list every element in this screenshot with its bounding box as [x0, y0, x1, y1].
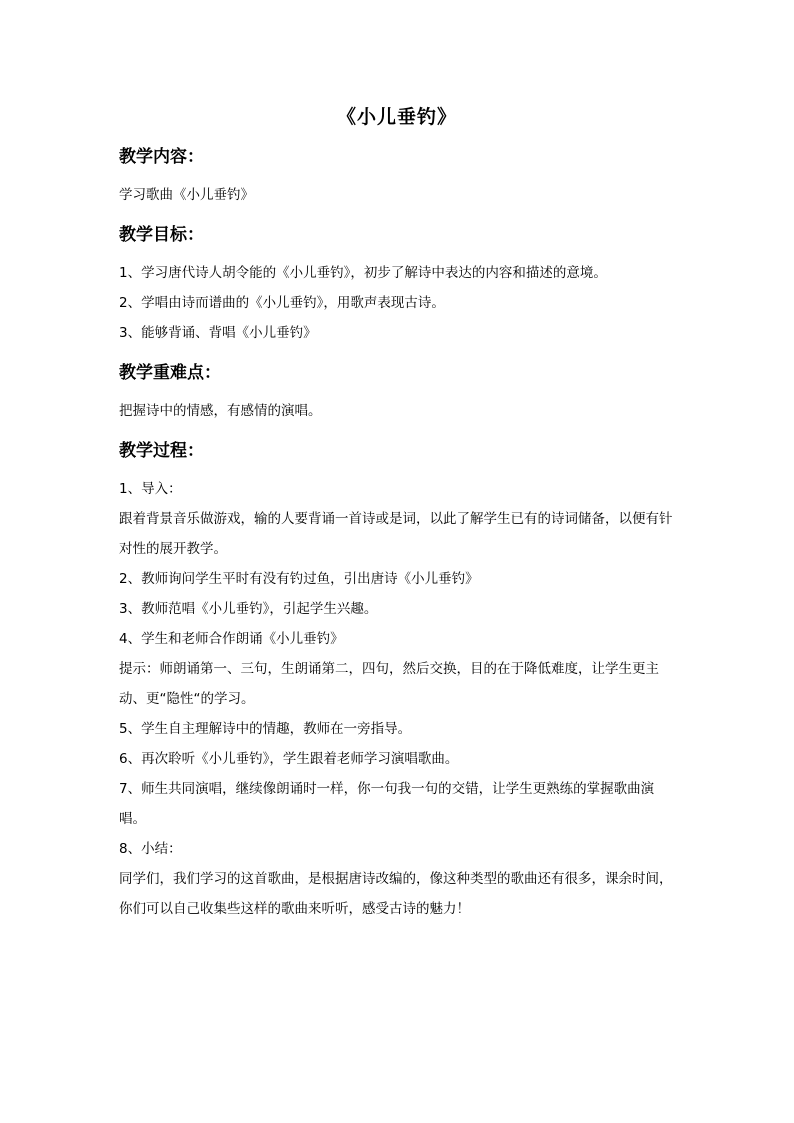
- paragraph: 6、再次聆听《小儿垂钓》，学生跟着老师学习演唱歌曲。: [119, 751, 459, 767]
- paragraph: 3、能够背诵、背唱《小儿垂钓》: [119, 325, 317, 341]
- section-heading: 教学目标：: [119, 225, 204, 245]
- section-teaching-goals: [119, 222, 679, 348]
- paragraph: 1、学习唐代诗人胡令能的《小儿垂钓》，初步了解诗中表达的内容和描述的意境。: [119, 265, 607, 281]
- paragraph: 7、师生共同演唱，继续像朗诵时一样，你一句我一句的交错，让学生更熟练的掌握歌曲演唱。: [119, 781, 655, 827]
- paragraph: 8、小结：: [119, 841, 182, 857]
- paragraph: 同学们，我们学习的这首歌曲，是根据唐诗改编的，像这种类型的歌曲还有很多，课余时间，你们可以自己收集些这样的歌曲来听听，感受古诗的魅力！: [119, 871, 673, 917]
- document-body: [119, 144, 679, 924]
- paragraph: 2、学唱由诗而谱曲的《小儿垂钓》，用歌声表现古诗。: [119, 295, 445, 311]
- section-teaching-content: [119, 144, 679, 210]
- paragraph: 1、导入：: [119, 481, 182, 497]
- section-teaching-process: [119, 438, 679, 924]
- section-heading: 教学过程：: [119, 441, 204, 461]
- paragraph: 跟着背景音乐做游戏，输的人要背诵一首诗或是词，以此了解学生已有的诗词储备，以便有针对性的展开教学。: [119, 511, 673, 557]
- paragraph: 5、学生自主理解诗中的情趣，教师在一旁指导。: [119, 721, 412, 737]
- section-key-points: [119, 360, 679, 426]
- paragraph: 学习歌曲《小儿垂钓》: [119, 187, 254, 203]
- section-heading: 教学重难点：: [119, 363, 221, 383]
- paragraph: 提示：师朗诵第一、三句，生朗诵第二，四句，然后交换，目的在于降低难度，让学生更主动、更“隐性“的学习。: [119, 661, 659, 707]
- section-heading: 教学内容：: [119, 147, 204, 167]
- document-title: 《小儿垂钓》: [336, 106, 457, 128]
- paragraph: 2、教师询问学生平时有没有钓过鱼，引出唐诗《小儿垂钓》: [119, 571, 479, 587]
- paragraph: 4、学生和老师合作朗诵《小儿垂钓》: [119, 631, 344, 647]
- paragraph: 把握诗中的情感，有感情的演唱。: [119, 403, 322, 419]
- paragraph: 3、教师范唱《小儿垂钓》，引起学生兴趣。: [119, 601, 378, 617]
